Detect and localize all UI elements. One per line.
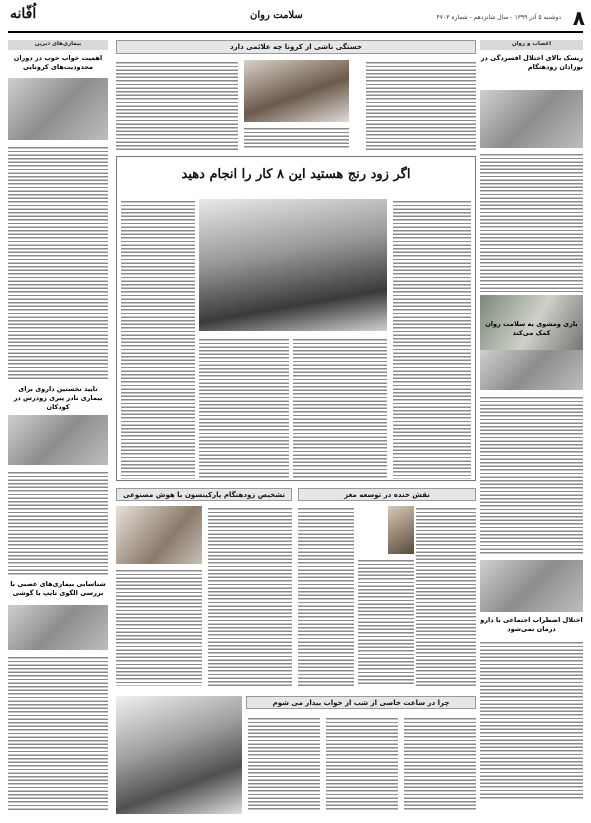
top-center-text-middle — [244, 126, 349, 150]
mid-left-image — [116, 506, 202, 564]
bottom-title: چرا در ساعت خاصی از شب از خواب بیدار می شوم — [246, 696, 476, 709]
bottom-text-c — [248, 716, 320, 812]
top-center-article — [116, 40, 476, 152]
masthead — [0, 0, 591, 34]
bottom-text-b — [326, 716, 398, 812]
top-center-text-right — [366, 60, 476, 150]
left-article3-title: شناسایی بیماری‌های عصبی با بررسی الگوی تایپ با گوشی — [10, 580, 106, 597]
bottom-image — [116, 696, 242, 814]
main-text-col3 — [199, 337, 289, 479]
top-center-image — [244, 60, 349, 122]
left-column — [8, 40, 108, 815]
main-photo — [199, 199, 387, 331]
section-title: سلامت روان — [250, 10, 303, 21]
mid-left-text-b — [116, 568, 202, 686]
main-text-col4 — [121, 199, 195, 479]
left-article2-text — [8, 470, 108, 575]
mid-left-article — [116, 488, 292, 688]
right-article2-text — [480, 395, 583, 555]
mid-right-text-c — [298, 506, 354, 686]
mid-right-text-b — [358, 558, 414, 686]
right-section-tag: اعصاب و روان — [480, 40, 583, 50]
left-article3-image — [8, 605, 108, 650]
right-article3-title: اختلال اضطراب اجتماعی با دارو درمان نمی‌شود — [480, 616, 583, 633]
left-article1-text — [8, 145, 108, 380]
left-article1-image — [8, 78, 108, 140]
right-column — [480, 40, 583, 815]
left-section-tag: بیماری‌های دیرین — [8, 40, 108, 50]
bottom-article — [116, 694, 476, 816]
mid-right-article — [298, 488, 476, 688]
masthead-rule — [8, 31, 583, 33]
right-article1-title: ریسک بالای اختلال افسردگی در نوزادان زودهنگام — [480, 54, 583, 71]
top-center-text-left — [116, 60, 238, 150]
top-center-title: خستگی ناشی از کرونا چه علائمی دارد — [116, 40, 476, 54]
newspaper-logo: اُفّانه — [10, 6, 37, 22]
date-line: دوشنبه ۵ آذر ۱۳۹۹ - سال شانزدهم - شماره ۴۷۰۳ — [436, 14, 561, 21]
mid-left-text-a — [208, 506, 292, 686]
right-article2-title: بازی ومشوی به سلامت روان کمک می‌کند — [485, 320, 578, 337]
right-article3-text — [480, 640, 583, 800]
left-article2-image — [8, 415, 108, 465]
main-article — [116, 156, 476, 481]
left-article2-title: تایید نخستین داروی برای بیماری نادر پیری زودرس در کودکان — [13, 385, 103, 411]
mid-right-text-a — [416, 506, 476, 686]
right-article1-text — [480, 152, 583, 292]
right-article1-image — [480, 90, 583, 148]
mid-right-image — [388, 506, 414, 554]
right-article2-photo — [480, 350, 583, 390]
mid-left-title: تشخیص زودهنگام پارکینسون با هوش مصنوعی — [116, 488, 292, 501]
main-text-col2 — [293, 337, 387, 479]
mid-right-title: نقش خنده در توسعه مغز — [298, 488, 476, 501]
right-article3-image — [480, 560, 583, 612]
main-headline: اگر زود رنج هستید این ۸ کار را انجام دهید — [181, 167, 411, 182]
main-text-col1 — [393, 199, 471, 479]
left-article1-title: اهمیت خواب خوب در دوران محدودیت‌های کرونایی — [13, 54, 103, 71]
page-number: ۸ — [572, 6, 585, 30]
left-article3-text — [8, 655, 108, 810]
bottom-text-a — [404, 716, 476, 812]
